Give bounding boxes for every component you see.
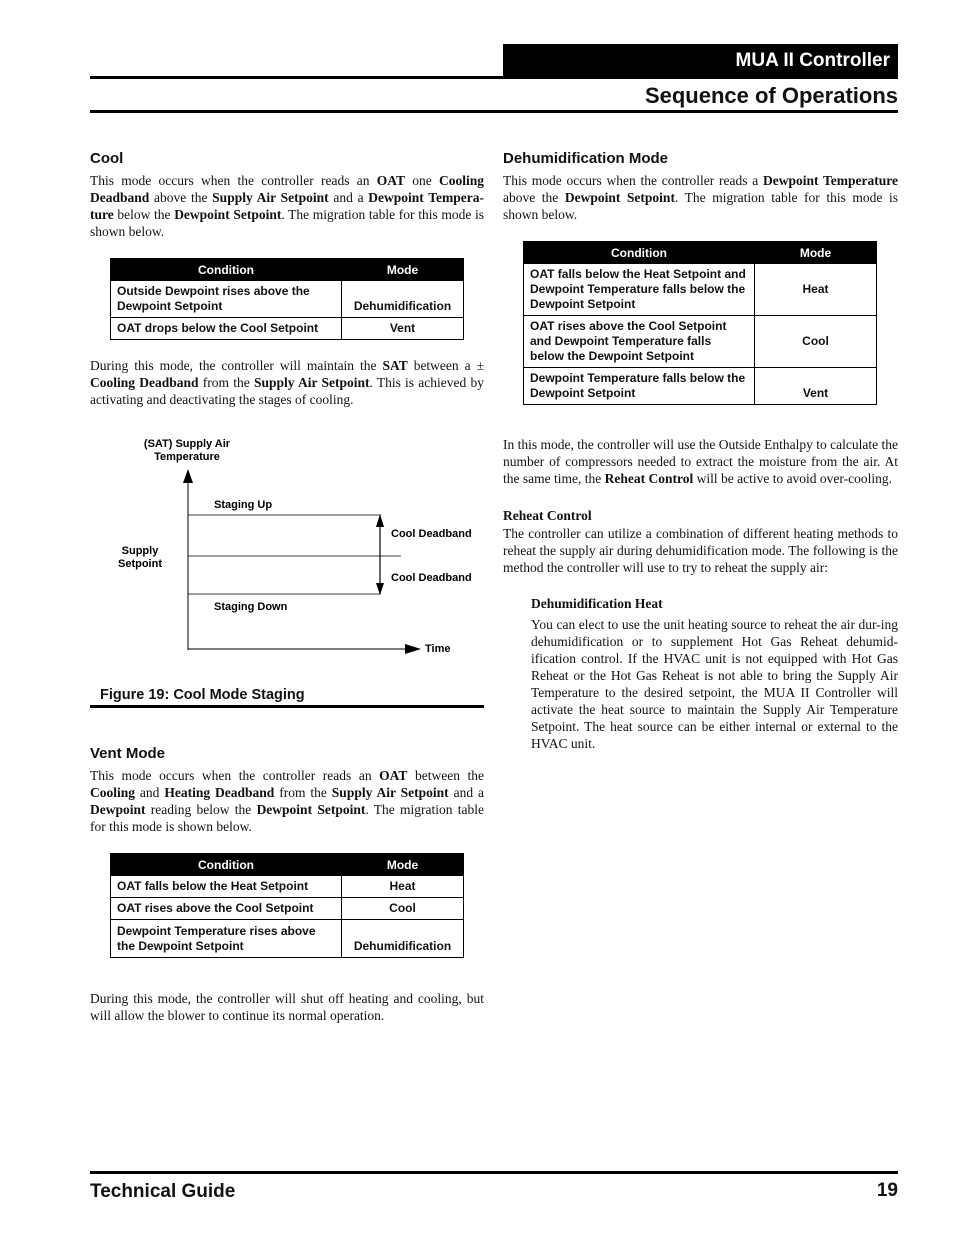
header-rule (90, 110, 898, 113)
table-row (111, 898, 464, 920)
figure-setpoint-label: Setpoint (118, 558, 162, 570)
table-row (111, 876, 464, 898)
footer-rule (90, 1171, 898, 1174)
figure-deadband-lower-label: Cool Deadband (391, 572, 472, 584)
cool-mode-staging-figure (100, 425, 484, 665)
table-header-mode: Mode (342, 259, 464, 281)
cool-migration-table (110, 258, 464, 340)
table-cell-mode: Heat (342, 876, 464, 898)
cool-heading: Cool (90, 150, 124, 167)
vent-migration-table (110, 853, 464, 958)
dehumidification-operation-text: In this mode, the controller will use the Outside Enthalpy to calculate the number of compressors needed to extract the moisture from the air. At the same time, the Reheat Control will be active to avoid over-cooling. (503, 437, 898, 486)
figure-rule (90, 705, 484, 708)
table-header-mode: Mode (342, 854, 464, 876)
figure-y-axis-label: (SAT) Supply Air (143, 438, 231, 450)
figure-caption: Figure 19: Cool Mode Staging (100, 687, 305, 703)
dehumidification-heat-text: You can elect to use the unit heating source to reheat the air dur-ing dehumidification or to supplement Hot Gas Reheat dehumid-ification control. If the HVAC unit is not equipped with Hot Gas Reheat or the Hot Gas Reheat is not able to bring the Supply Air Temperature to the desired setpoint, the MUA II Controller will activate the heat source to maintain the Supply Air Temperature Setpoint. The heat source can be either internal or external to the HVAC unit. (531, 617, 898, 751)
page-title: Sequence of Operations (644, 83, 898, 108)
table-cell-mode: Vent (755, 368, 877, 405)
reheat-control-text: The controller can utilize a combination of different heating methods to reheat the supply air during dehumidification mode. The following is the method the controller will use to try to reheat the supply air: (503, 526, 898, 575)
table-cell-condition: Dewpoint Temperature falls below the Dewpoint Setpoint (524, 368, 755, 405)
table-header-mode: Mode (755, 242, 877, 264)
table-cell-condition: OAT falls below the Heat Setpoint and Dewpoint Temperature falls below the Dewpoint Setpoint (524, 264, 755, 316)
figure-x-axis-label: Time (425, 643, 451, 655)
table-row (524, 368, 877, 405)
cool-intro: This mode occurs when the controller reads an OAT one Cooling Deadband above the Supply Air Setpoint and a Dewpoint Tempera-ture below the Dewpoint Setpoint. The migration table for this mode is shown below. (90, 173, 485, 239)
vent-mode-during-text: During this mode, the controller will shut off heating and cooling, but will allow the blower to continue its normal operation. (90, 991, 484, 1023)
table-cell-condition: Dewpoint Temperature rises above the Dewpoint Setpoint (111, 920, 342, 958)
table-cell-mode: Dehumidification (342, 920, 464, 958)
table-cell-mode: Heat (755, 264, 877, 316)
header-rule (90, 76, 898, 79)
figure-setpoint-label: Supply (121, 545, 159, 557)
figure-staging-down-label: Staging Down (214, 601, 288, 613)
cool-during-text: During this mode, the controller will maintain the SAT between a ± Cooling Deadband from the Supply Air Setpoint. This is achieved by activating and deactivating the stages of cooling. (90, 358, 484, 407)
table-cell-condition: OAT rises above the Cool Setpoint and Dewpoint Temperature falls below the Dewpoint Setpoint (524, 316, 755, 368)
figure-deadband-arrow-down (376, 583, 384, 595)
page-number: 19 (876, 1180, 898, 1201)
vent-mode-intro: This mode occurs when the controller reads an OAT between the Cooling and Heating Deadband from the Supply Air Setpoint and a Dewpoint reading below the Dewpoint Setpoint. The migration table for this mode is shown below. (90, 768, 485, 834)
figure-x-axis-arrow (405, 644, 421, 654)
vent-mode-heading: Vent Mode (90, 745, 166, 762)
table-cell-mode: Dehumidification (342, 281, 464, 318)
dehumidification-intro: This mode occurs when the controller reads a Dewpoint Temperature above the Dewpoint Setpoint. The migration table for this mode is shown below. (503, 173, 898, 222)
dehumidification-heading: Dehumidification Mode (503, 150, 668, 167)
table-row (111, 318, 464, 340)
table-row (524, 316, 877, 368)
table-cell-condition: Outside Dewpoint rises above the Dewpoint Setpoint (111, 281, 342, 318)
figure-deadband-arrow-up (376, 514, 384, 527)
header-product-bar (503, 44, 898, 77)
table-cell-mode: Cool (755, 316, 877, 368)
table-header-condition: Condition (111, 259, 342, 281)
figure-staging-up-label: Staging Up (214, 499, 273, 511)
table-cell-mode: Cool (342, 898, 464, 920)
table-header-condition: Condition (111, 854, 342, 876)
table-cell-condition: OAT falls below the Heat Setpoint (111, 876, 342, 898)
table-cell-mode: Vent (342, 318, 464, 340)
table-cell-condition: OAT rises above the Cool Setpoint (111, 898, 342, 920)
table-row (111, 281, 464, 318)
table-header-condition: Condition (524, 242, 755, 264)
dehumidification-heat-heading: Dehumidification Heat (531, 596, 663, 611)
figure-y-axis-label: Temperature (154, 451, 220, 463)
table-cell-condition: OAT drops below the Cool Setpoint (111, 318, 342, 340)
dehumidification-migration-table (523, 241, 877, 405)
table-row (111, 920, 464, 958)
table-row (524, 264, 877, 316)
figure-y-axis-arrow (183, 469, 193, 483)
figure-deadband-upper-label: Cool Deadband (391, 528, 472, 540)
footer-document-title: Technical Guide (90, 1181, 236, 1202)
header-product-title: MUA II Controller (735, 50, 890, 71)
reheat-control-heading: Reheat Control (503, 508, 592, 523)
